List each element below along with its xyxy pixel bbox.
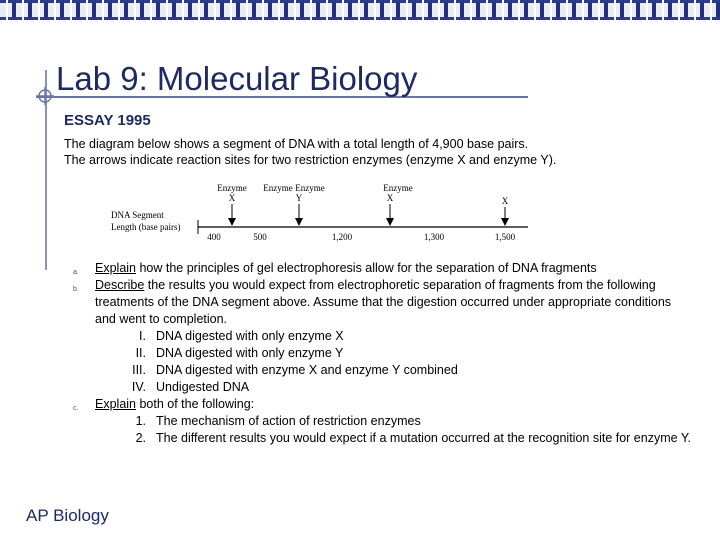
crosshair-icon	[36, 87, 54, 105]
subitem-text: DNA digested with enzyme X and enzyme Y combined	[156, 363, 458, 377]
fragment-length: 500	[253, 232, 267, 242]
fragment-length: 400	[207, 232, 221, 242]
subitem-number: 2.	[135, 431, 146, 445]
enzyme-label: Enzyme	[263, 183, 293, 193]
dna-label-line1: DNA Segment	[111, 210, 164, 220]
top-decorative-band	[0, 0, 720, 20]
essay-heading: ESSAY 1995	[64, 112, 151, 129]
enzyme-arrowhead	[295, 218, 303, 226]
enzyme-letter: X	[228, 193, 236, 203]
enzyme-label: Enzyme	[383, 183, 413, 193]
intro-line-2: The arrows indicate reaction sites for two restriction enzymes (enzyme X and enzyme Y).	[64, 153, 557, 167]
intro-text	[64, 136, 704, 168]
list-marker: b.	[73, 286, 79, 293]
subitem-number: 1.	[135, 414, 146, 428]
subitem-text: DNA digested with only enzyme Y	[156, 346, 344, 360]
subitem-text: The mechanism of action of restriction enzymes	[156, 414, 421, 428]
enzyme-arrowhead	[228, 218, 236, 226]
enzyme-arrowhead	[501, 218, 509, 226]
question-c	[68, 396, 693, 413]
question-a	[68, 260, 693, 277]
subitem-text: DNA digested with only enzyme X	[156, 329, 344, 343]
list-marker: a.	[73, 269, 79, 276]
list-item	[68, 379, 693, 396]
list-item	[68, 328, 693, 345]
roman-numeral: IV.	[131, 380, 146, 394]
question-text: both of the following:	[136, 397, 255, 411]
enzyme-label: Enzyme	[295, 183, 325, 193]
roman-numeral: III.	[132, 363, 146, 377]
roman-numeral: I.	[139, 329, 146, 343]
fragment-length: 1,500	[494, 232, 516, 242]
list-marker: c.	[73, 405, 79, 412]
question-verb: Explain	[95, 397, 136, 411]
question-verb: Explain	[95, 261, 136, 275]
footer-label: AP Biology	[26, 506, 109, 525]
question-list	[68, 260, 693, 447]
question-b	[68, 277, 693, 328]
list-item	[68, 413, 693, 430]
list-item	[68, 362, 693, 379]
intro-line-1: The diagram below shows a segment of DNA with a total length of 4,900 base pairs.	[64, 137, 529, 151]
slide-title: Lab 9: Molecular Biology	[56, 60, 418, 97]
question-text: how the principles of gel electrophoresis allow for the separation of DNA fragments	[136, 261, 597, 275]
question-verb: Describe	[95, 278, 145, 292]
fragment-length: 1,300	[423, 232, 445, 242]
roman-numeral: II.	[135, 346, 146, 360]
dna-segment-diagram	[108, 180, 548, 246]
question-text: the results you would expect from electrophoretic separation of fragments from the following treatments of the DNA segment above. Assume that the digestion occurred under appropriate conditions and went to completion.	[95, 278, 672, 326]
enzyme-arrowhead	[386, 218, 394, 226]
list-item	[68, 430, 693, 447]
dna-label-line2: Length (base pairs)	[111, 222, 181, 232]
list-item	[68, 345, 693, 362]
fragment-length: 1,200	[331, 232, 353, 242]
subitem-text: Undigested DNA	[156, 380, 250, 394]
enzyme-letter: Y	[295, 193, 303, 203]
enzyme-letter: X	[501, 196, 509, 206]
top-band-squares	[0, 3, 720, 17]
subitem-text: The different results you would expect if a mutation occurred at the recognition site for enzyme Y.	[156, 431, 692, 445]
enzyme-letter: X	[386, 193, 394, 203]
enzyme-label: Enzyme	[217, 183, 247, 193]
